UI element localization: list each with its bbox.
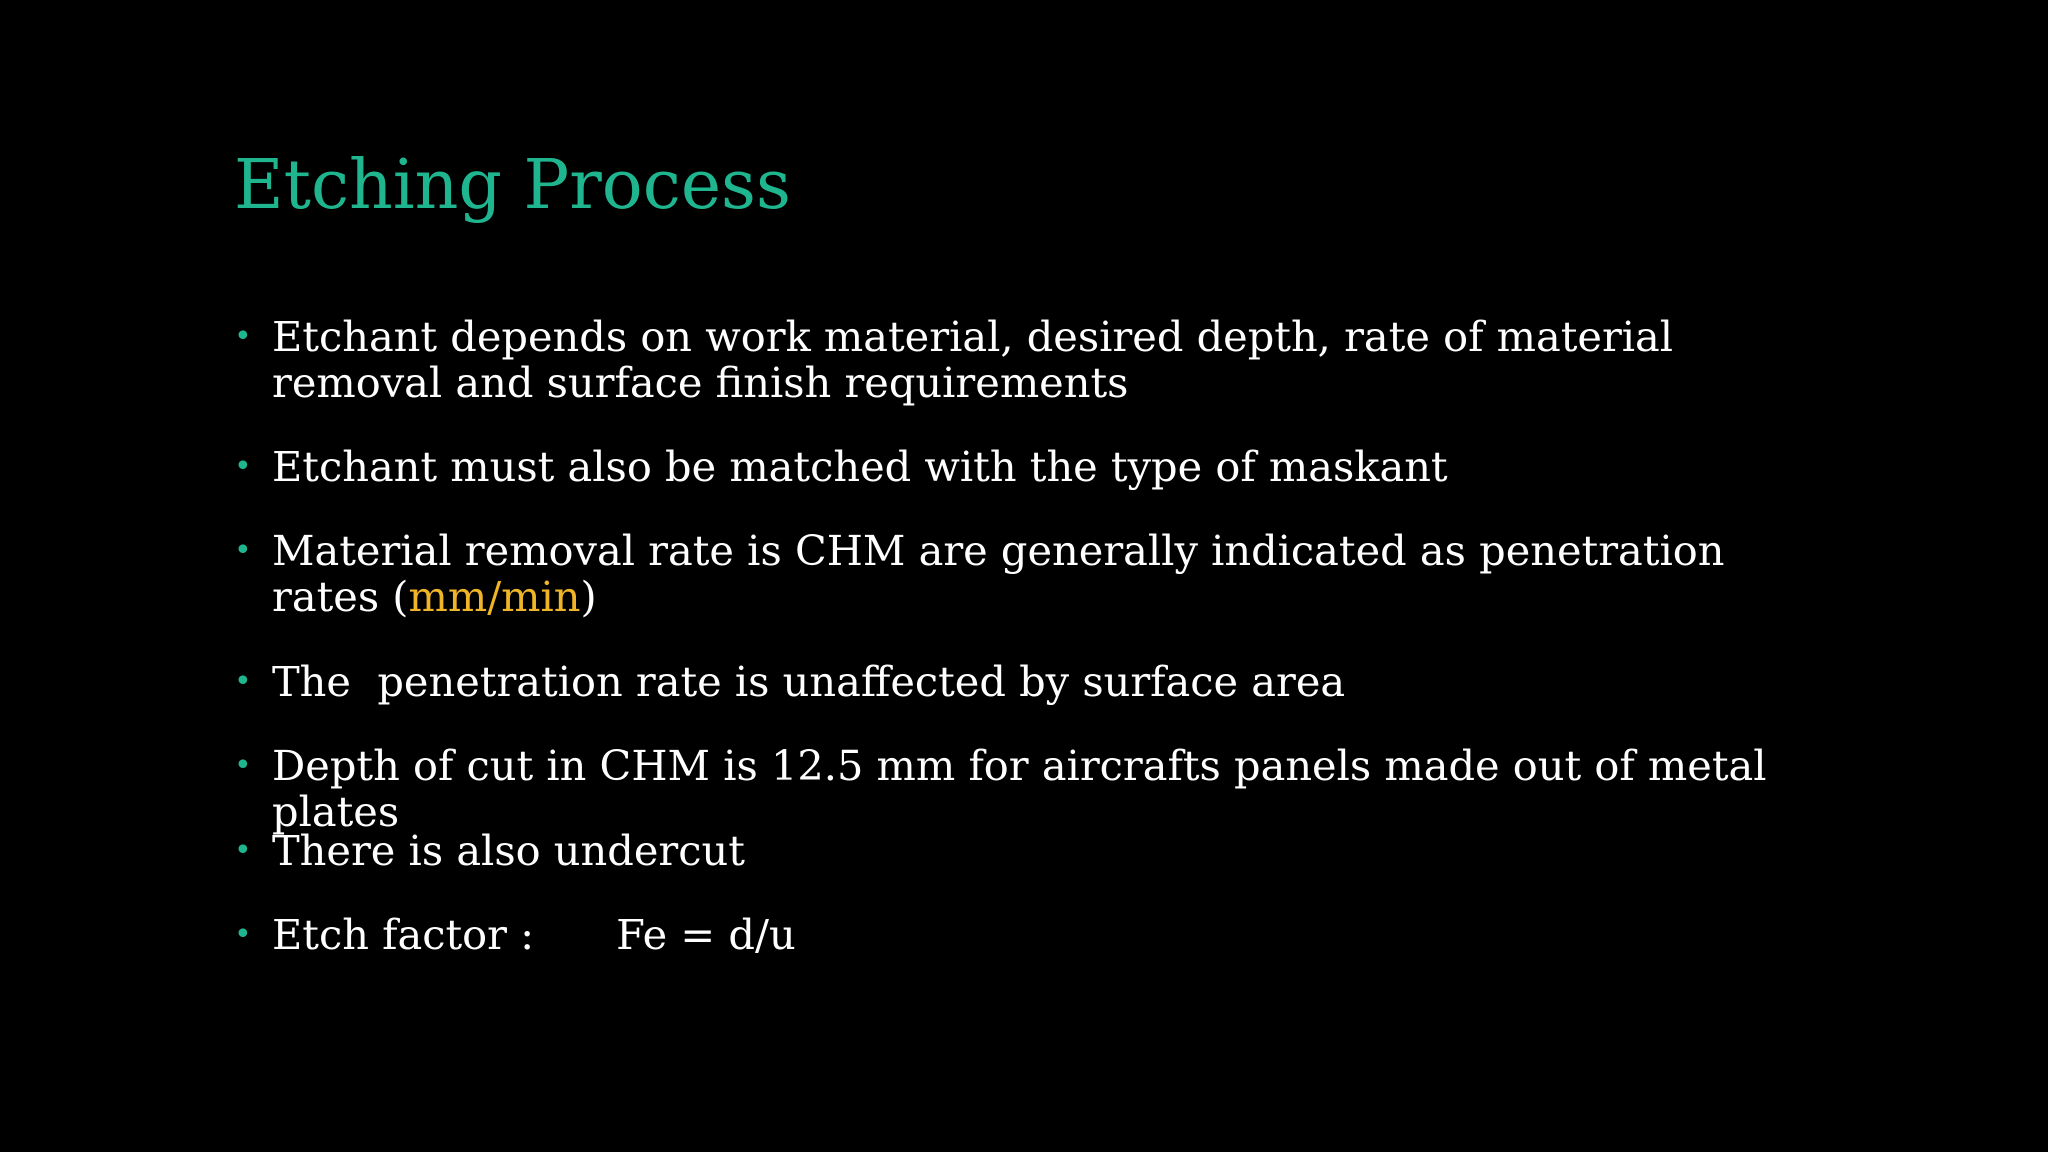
slide-title: Etching Process <box>234 146 791 225</box>
bullet-text-before: Material removal rate is CHM are generally indicated as penetration rates ( <box>272 526 1738 621</box>
bullet-item <box>234 659 1794 705</box>
bullet-text: There is also undercut <box>272 826 745 875</box>
etch-factor-label: Etch factor : <box>272 910 535 959</box>
bullet-marker-icon: • <box>234 533 252 568</box>
bullet-marker-icon: • <box>234 748 252 783</box>
bullet-marker-icon: • <box>234 319 252 354</box>
bullet-text: Depth of cut in CHM is 12.5 mm for aircrafts panels made out of metal plates <box>272 741 1780 836</box>
bullet-text-after: ) <box>580 572 597 621</box>
bullet-item <box>234 743 1794 835</box>
bullet-marker-icon: • <box>234 917 252 952</box>
bullet-marker-icon: • <box>234 664 252 699</box>
bullet-marker-icon: • <box>234 833 252 868</box>
bullet-text <box>272 528 1794 620</box>
bullet-item <box>234 528 1794 620</box>
bullet-item <box>234 314 1794 406</box>
bullet-marker-icon: • <box>234 449 252 484</box>
etch-factor-formula: Fe = d/u <box>616 910 796 959</box>
bullet-text <box>272 912 1794 958</box>
bullet-text: The penetration rate is unaffected by surface area <box>272 657 1346 706</box>
bullet-item <box>234 912 1794 958</box>
bullet-item <box>234 828 1794 874</box>
unit-highlight: mm/min <box>408 572 581 621</box>
bullet-item <box>234 444 1794 490</box>
bullet-text: Etchant must also be matched with the type of maskant <box>272 442 1448 491</box>
bullet-text: Etchant depends on work material, desired depth, rate of material removal and surface finish requirements <box>272 312 1687 407</box>
